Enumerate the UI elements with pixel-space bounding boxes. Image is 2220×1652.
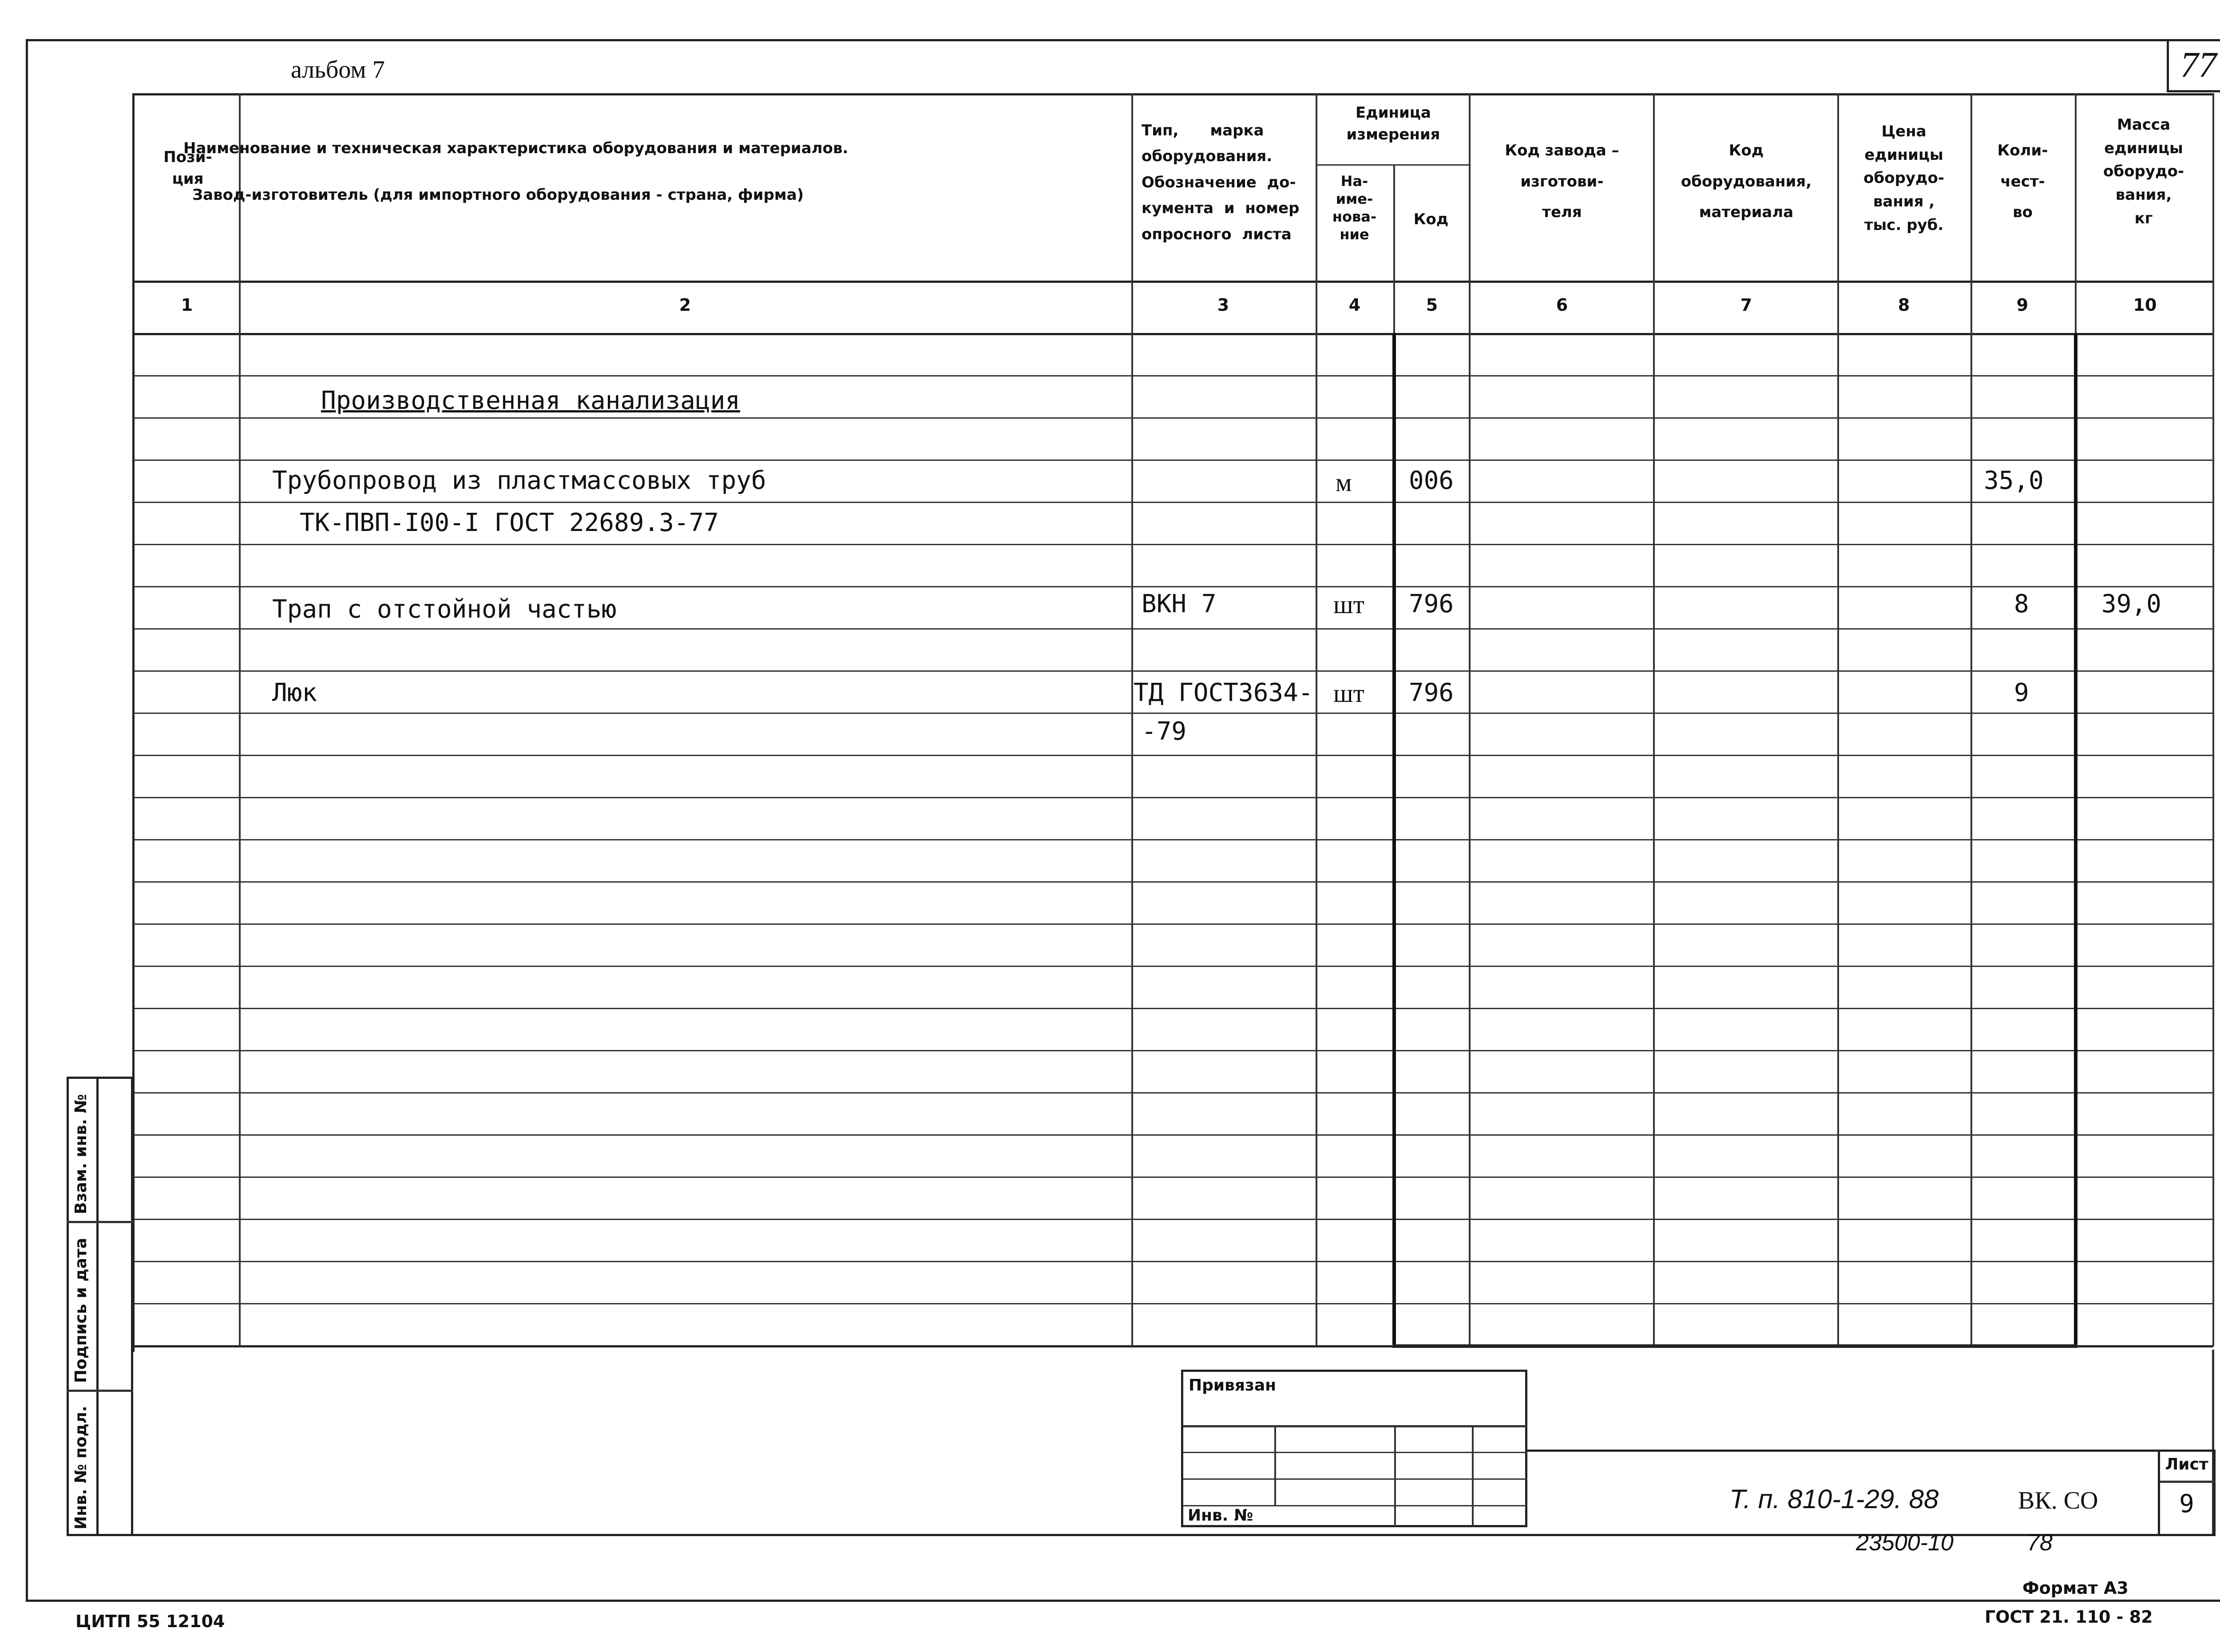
stamp-vline xyxy=(1274,1425,1276,1505)
row-line xyxy=(135,881,2213,883)
specification-table xyxy=(132,93,2211,1352)
item-type: ВКН 7 xyxy=(1142,590,1217,618)
header-name: Наименование и техническая характеристика оборудования и материалов. xyxy=(183,139,848,157)
header-unit: Единица измерения xyxy=(1346,104,1440,144)
archive-page: 78 xyxy=(2027,1530,2053,1556)
item-unit: м xyxy=(1336,468,1352,497)
col-divider xyxy=(1653,93,1655,1346)
header-mass: Масса единицы оборудо- вания, кг xyxy=(2103,116,2184,227)
item-quantity: 8 xyxy=(2014,590,2029,618)
side-divider xyxy=(67,1390,133,1392)
row-line xyxy=(135,544,2213,545)
printer-label: ЦИТП 55 12104 xyxy=(75,1612,225,1631)
colnum-1: 1 xyxy=(181,295,193,315)
row-line xyxy=(135,1008,2213,1009)
row-line xyxy=(135,502,2213,503)
row-line xyxy=(135,1050,2213,1051)
side-strip-col xyxy=(96,1077,133,1536)
side-divider xyxy=(67,1221,133,1223)
colnum-10: 10 xyxy=(2133,295,2157,315)
item-name: Люк xyxy=(272,678,317,707)
colnum-7: 7 xyxy=(1740,295,1752,315)
item-unit: шт xyxy=(1333,590,1365,619)
section-title: Производственная канализация xyxy=(321,386,741,415)
colnum-2: 2 xyxy=(679,295,691,315)
format-label: Формат А3 xyxy=(2022,1578,2129,1598)
side-label-inv-zam: Взам. инв. № xyxy=(72,1094,90,1214)
row-line xyxy=(135,670,2213,672)
stamp-line xyxy=(1183,1452,1527,1453)
col-divider xyxy=(2212,93,2214,1346)
col-divider xyxy=(1837,93,1839,1346)
header-factory-code: Код завода – изготови- теля xyxy=(1505,142,1619,222)
stamp-vline xyxy=(1394,1425,1396,1527)
sheet-label: Лист xyxy=(2165,1455,2208,1474)
project-designation: Т. п. 810-1-29. 88 xyxy=(1729,1484,1939,1514)
row-line xyxy=(135,375,2213,376)
row-line xyxy=(135,1261,2213,1262)
item-type-cont: -79 xyxy=(1142,717,1187,746)
stamp-vline xyxy=(1472,1425,1474,1527)
album-label: альбом 7 xyxy=(291,56,385,83)
col-divider xyxy=(1316,93,1317,1346)
item-quantity: 35,0 xyxy=(1984,466,2044,495)
item-spec: ТК-ПВП-I00-I ГОСТ 22689.3-77 xyxy=(300,508,719,537)
header-type: Тип, марка оборудования. Обозначение до- кумента и номер опросного листа xyxy=(1142,122,1300,243)
item-name: Трап с отстойной частью xyxy=(272,595,617,624)
header-unit-name: На- име- нова- ние xyxy=(1332,173,1377,243)
row-line xyxy=(135,923,2213,925)
side-label-podpis: Подпись и дата xyxy=(72,1238,90,1383)
row-line xyxy=(135,839,2213,840)
archive-number: 23500-10 xyxy=(1856,1530,1954,1556)
thick-border-bottom xyxy=(1392,1344,2077,1348)
col-divider xyxy=(1970,93,1972,1346)
header-quantity: Коли- чест- во xyxy=(1997,142,2048,222)
row-line xyxy=(135,460,2213,461)
col-divider xyxy=(1131,93,1133,1346)
sheet-number: 9 xyxy=(2179,1490,2194,1518)
stamp-line xyxy=(1183,1478,1527,1480)
row-line xyxy=(135,713,2213,714)
row-line xyxy=(135,1134,2213,1136)
item-name: Трубопровод из пластмассовых труб xyxy=(272,466,766,495)
colnum-3: 3 xyxy=(1217,295,1229,315)
colnum-6: 6 xyxy=(1556,295,1568,315)
sheet-box-line xyxy=(2160,1481,2216,1483)
row-line xyxy=(135,417,2213,419)
header-unit-code: Код xyxy=(1413,210,1449,228)
row-line xyxy=(135,966,2213,967)
stamp-inv-label: Инв. № xyxy=(1188,1506,1253,1525)
drawing-mark: ВК. СО xyxy=(2018,1487,2098,1514)
sheet-box xyxy=(2158,1450,2216,1536)
header-position: Пози- ция xyxy=(163,148,212,188)
header-bottom-border xyxy=(135,281,2213,283)
header-equipment-code: Код оборудования, материала xyxy=(1681,142,1812,222)
stamp-line xyxy=(1183,1425,1527,1427)
colnum-8: 8 xyxy=(1898,295,1910,315)
header-manufacturer: Завод-изготовитель (для импортного оборудования - страна, фирма) xyxy=(192,186,804,204)
gost-label: ГОСТ 21. 110 - 82 xyxy=(1985,1607,2153,1627)
row-line xyxy=(135,755,2213,756)
thick-border-left xyxy=(1392,333,1396,1346)
row-line xyxy=(135,1092,2213,1093)
row-line xyxy=(135,1219,2213,1220)
page-number: 77 xyxy=(2167,39,2220,92)
col-divider xyxy=(1469,93,1471,1346)
item-type: ТД ГОСТ3634- xyxy=(1134,678,1313,707)
stamp-title: Привязан xyxy=(1189,1376,1276,1394)
colnum-4: 4 xyxy=(1348,295,1361,315)
row-line xyxy=(135,628,2213,630)
colnum-5: 5 xyxy=(1426,295,1438,315)
item-code: 006 xyxy=(1409,466,1454,495)
thick-border-right xyxy=(2074,333,2077,1346)
side-label-inv-podl: Инв. № подл. xyxy=(72,1406,90,1529)
item-code: 796 xyxy=(1409,590,1454,618)
col-divider xyxy=(239,93,241,1346)
item-mass: 39,0 xyxy=(2101,590,2161,618)
row-line xyxy=(135,586,2213,587)
row-line xyxy=(135,797,2213,798)
unit-group-divider xyxy=(1316,164,1469,166)
title-block-mid xyxy=(1527,1450,2215,1452)
header-price: Цена единицы оборудо- вания , тыс. руб. xyxy=(1863,123,1944,234)
side-stamp-strip xyxy=(67,1077,133,1536)
binding-stamp xyxy=(1181,1370,1527,1527)
row-line xyxy=(135,1303,2213,1304)
colnum-bottom-border xyxy=(135,333,2213,335)
item-unit: шт xyxy=(1333,679,1365,708)
item-code: 796 xyxy=(1409,678,1454,707)
row-line xyxy=(135,1177,2213,1178)
colnum-9: 9 xyxy=(2016,295,2029,315)
item-quantity: 9 xyxy=(2014,678,2029,707)
table-top-border xyxy=(135,93,2213,95)
